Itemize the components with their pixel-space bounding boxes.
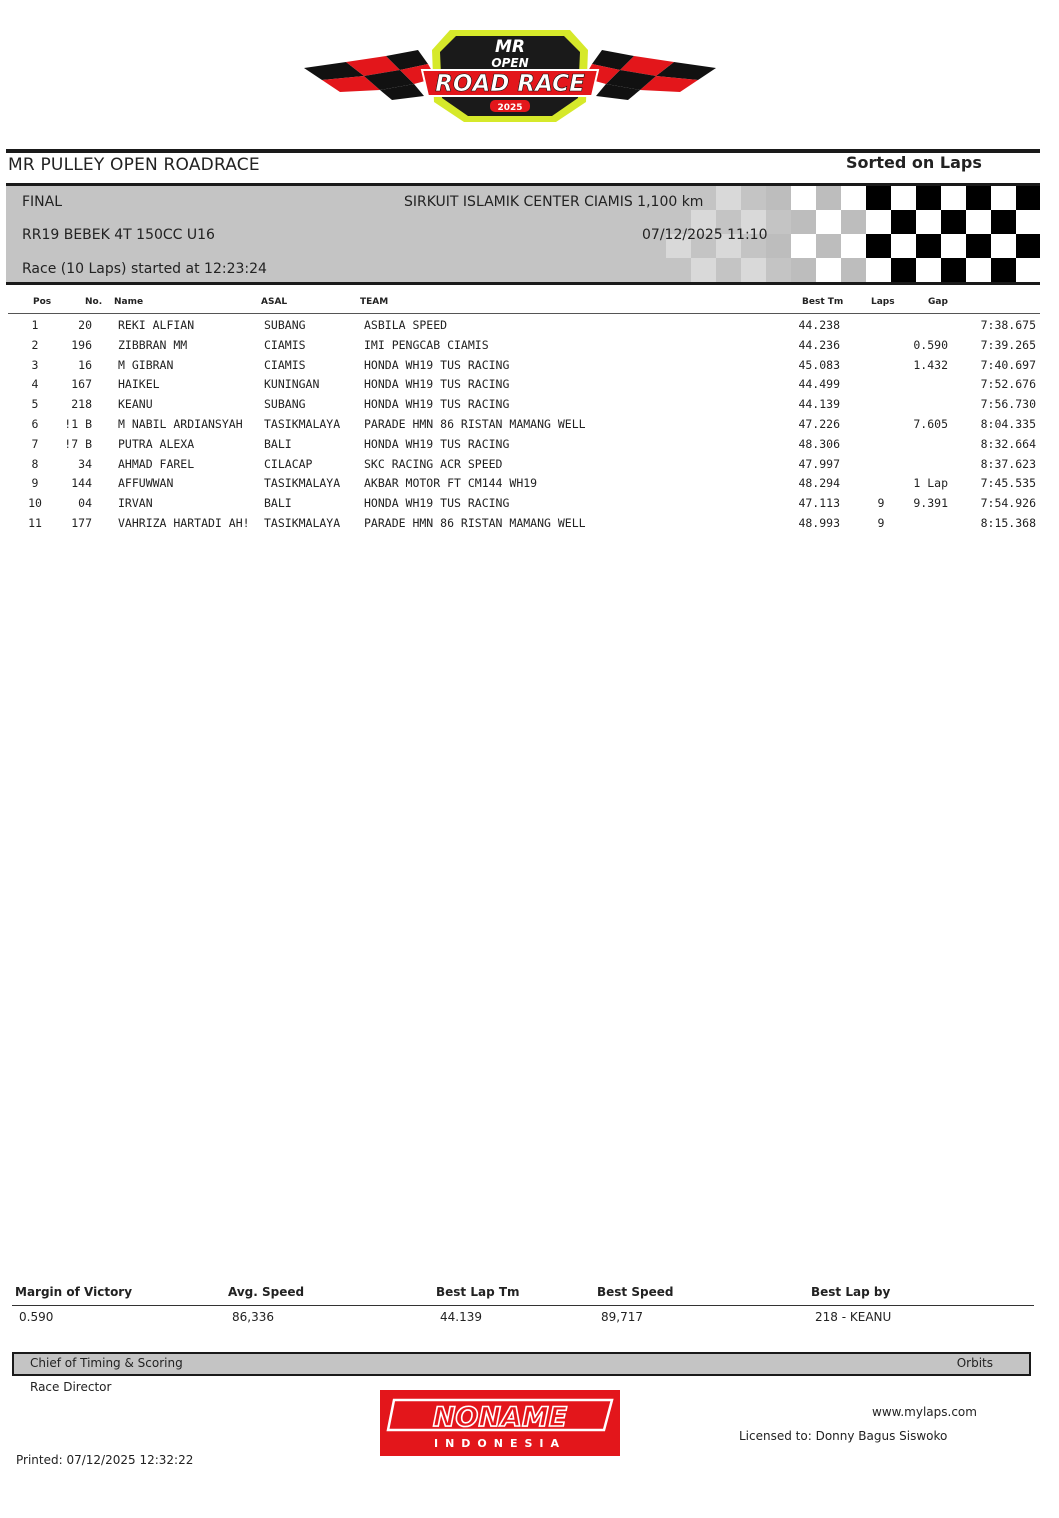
- race-director-label: Race Director: [30, 1380, 112, 1394]
- flag-square: [766, 186, 791, 210]
- flag-square: [866, 258, 891, 282]
- flag-square: [991, 186, 1016, 210]
- noname-indonesia-logo: [380, 1390, 620, 1456]
- summary-rule: [12, 1305, 1034, 1306]
- cell-number: 144: [71, 476, 92, 491]
- sort-label: Sorted on Laps: [846, 153, 982, 172]
- flag-square: [891, 258, 916, 282]
- cell-team: PARADE HMN 86 RISTAN MAMANG WELL: [364, 515, 586, 530]
- cell-best-time: 48.993: [798, 515, 840, 530]
- best-lap-time-value: 44.139: [440, 1310, 482, 1324]
- cell-total-time: 8:04.335: [980, 416, 1036, 431]
- cell-number: 167: [71, 377, 92, 392]
- flag-square: [716, 186, 741, 210]
- cell-name: AFFUWWAN: [118, 476, 174, 491]
- col-header-gap: Gap: [928, 297, 948, 307]
- race-info-panel: [6, 183, 1040, 285]
- avg-speed-label: Avg. Speed: [228, 1285, 305, 1299]
- left-checkered-wing: [304, 50, 436, 100]
- cell-best-time: 44.499: [798, 377, 840, 392]
- svg-text:INDONESIA: INDONESIA: [433, 1437, 567, 1450]
- flag-square: [941, 186, 966, 210]
- flag-square: [866, 210, 891, 234]
- cell-number: 196: [71, 337, 92, 352]
- flag-square: [691, 258, 716, 282]
- cell-total-time: 7:52.676: [980, 377, 1036, 392]
- flag-square: [741, 186, 766, 210]
- timing-footer-bar: [12, 1352, 1031, 1376]
- document-title: MR PULLEY OPEN ROADRACE: [8, 155, 260, 175]
- printed-timestamp: Printed: 07/12/2025 12:32:22: [16, 1453, 194, 1467]
- flag-square: [816, 186, 841, 210]
- table-row: [0, 375, 1059, 395]
- flag-square: [916, 186, 941, 210]
- cell-origin: SUBANG: [264, 318, 306, 332]
- table-row: [0, 435, 1059, 455]
- orbits-label: Orbits: [956, 1356, 993, 1370]
- flag-square: [1016, 210, 1040, 234]
- cell-pos: 4: [31, 377, 39, 392]
- cell-pos: 7: [31, 436, 39, 451]
- flag-square: [1016, 258, 1040, 282]
- logo-badge: [422, 30, 598, 122]
- cell-pos: 1: [31, 318, 39, 332]
- cell-name: ZIBBRAN MM: [118, 337, 188, 352]
- cell-name: IRVAN: [118, 496, 153, 511]
- flag-square: [1016, 234, 1040, 258]
- flag-square: [991, 234, 1016, 258]
- flag-square: [841, 186, 866, 210]
- cell-pos: 5: [31, 397, 39, 412]
- cell-team: AKBAR MOTOR FT CM144 WH19: [364, 476, 538, 491]
- cell-laps: 9: [877, 496, 885, 511]
- cell-pos: 3: [31, 357, 39, 372]
- table-row: [0, 415, 1059, 435]
- flag-square: [891, 186, 916, 210]
- flag-square: [791, 258, 816, 282]
- cell-team: HONDA WH19 TUS RACING: [364, 496, 510, 511]
- cell-team: HONDA WH19 TUS RACING: [364, 436, 510, 451]
- flag-square: [841, 210, 866, 234]
- cell-pos: 9: [31, 476, 39, 491]
- col-header-no: No.: [85, 297, 103, 307]
- cell-origin: CIAMIS: [264, 337, 306, 352]
- flag-square: [891, 234, 916, 258]
- avg-speed-value: 86,336: [232, 1310, 274, 1324]
- col-header-asal: ASAL: [261, 297, 288, 307]
- cell-number: !1 B: [64, 416, 92, 431]
- cell-origin: KUNINGAN: [264, 377, 320, 392]
- cell-number: 218: [71, 397, 92, 412]
- cell-name: REKI ALFIAN: [118, 318, 195, 332]
- flag-square: [841, 258, 866, 282]
- flag-square: [866, 234, 891, 258]
- cell-gap: 0.590: [913, 337, 948, 352]
- cell-gap: 7.605: [913, 416, 948, 431]
- svg-text:OPEN: OPEN: [491, 56, 529, 70]
- cell-origin: BALI: [264, 496, 292, 511]
- cell-number: !7 B: [64, 436, 92, 451]
- cell-pos: 6: [31, 416, 39, 431]
- table-row: [0, 494, 1059, 514]
- flag-square: [666, 258, 691, 282]
- table-row: [0, 474, 1059, 494]
- flag-square: [816, 210, 841, 234]
- cell-team: HONDA WH19 TUS RACING: [364, 357, 510, 372]
- cell-origin: TASIKMALAYA: [264, 416, 341, 431]
- cell-total-time: 8:37.623: [980, 456, 1036, 471]
- cell-number: 177: [71, 515, 92, 530]
- cell-best-time: 47.226: [798, 416, 840, 431]
- flag-square: [891, 210, 916, 234]
- flag-square: [816, 234, 841, 258]
- cell-name: HAIKEL: [118, 377, 160, 392]
- flag-square: [766, 258, 791, 282]
- cell-gap: 1 Lap: [913, 476, 948, 491]
- cell-total-time: 7:56.730: [980, 397, 1036, 412]
- cell-best-time: 48.306: [798, 436, 840, 451]
- svg-text:NONAME: NONAME: [432, 1402, 568, 1433]
- cell-name: AHMAD FAREL: [118, 456, 195, 471]
- best-lap-time-label: Best Lap Tm: [436, 1285, 520, 1299]
- cell-origin: SUBANG: [264, 397, 306, 412]
- col-header-pos: Pos: [33, 297, 52, 307]
- margin-of-victory-value: 0.590: [19, 1310, 54, 1324]
- cell-total-time: 7:38.675: [980, 318, 1036, 332]
- flag-square: [916, 234, 941, 258]
- cell-total-time: 8:15.368: [980, 515, 1036, 530]
- cell-name: KEANU: [118, 397, 153, 412]
- flag-square: [766, 210, 791, 234]
- best-lap-by-label: Best Lap by: [811, 1285, 891, 1299]
- cell-team: IMI PENGCAB CIAMIS: [364, 337, 489, 352]
- cell-pos: 8: [31, 456, 39, 471]
- race-class: RR19 BEBEK 4T 150CC U16: [22, 227, 215, 243]
- cell-pos: 2: [31, 337, 39, 352]
- col-header-team: TEAM: [360, 297, 389, 307]
- cell-best-time: 47.113: [798, 496, 840, 511]
- cell-total-time: 7:39.265: [980, 337, 1036, 352]
- cell-number: 20: [78, 318, 92, 332]
- cell-number: 34: [78, 456, 92, 471]
- flag-square: [991, 258, 1016, 282]
- flag-square: [966, 258, 991, 282]
- cell-number: 16: [78, 357, 92, 372]
- flag-square: [841, 234, 866, 258]
- cell-origin: TASIKMALAYA: [264, 515, 341, 530]
- best-speed-label: Best Speed: [597, 1285, 674, 1299]
- cell-gap: 9.391: [913, 496, 948, 511]
- cell-total-time: 7:45.535: [980, 476, 1036, 491]
- svg-text:MR: MR: [494, 37, 526, 57]
- results-table-header: [0, 297, 1059, 311]
- track-name: SIRKUIT ISLAMIK CENTER CIAMIS 1,100 km: [404, 194, 704, 210]
- best-speed-value: 89,717: [601, 1310, 643, 1324]
- table-row: [0, 395, 1059, 415]
- table-row: [0, 455, 1059, 475]
- race-start-info: Race (10 Laps) started at 12:23:24: [22, 261, 267, 277]
- cell-origin: TASIKMALAYA: [264, 476, 341, 491]
- cell-best-time: 45.083: [798, 357, 840, 372]
- results-table-body: [0, 316, 1059, 534]
- license-info: Licensed to: Donny Bagus Siswoko: [739, 1429, 948, 1443]
- flag-square: [766, 234, 791, 258]
- table-row: [0, 316, 1059, 336]
- cell-team: PARADE HMN 86 RISTAN MAMANG WELL: [364, 416, 586, 431]
- cell-pos: 10: [28, 496, 42, 511]
- cell-name: VAHRIZA HARTADI AH!: [118, 515, 250, 530]
- cell-team: HONDA WH19 TUS RACING: [364, 377, 510, 392]
- cell-best-time: 44.238: [798, 318, 840, 332]
- cell-team: HONDA WH19 TUS RACING: [364, 397, 510, 412]
- col-header-best-time: Best Tm: [802, 297, 844, 307]
- col-header-name: Name: [114, 297, 144, 307]
- cell-best-time: 44.236: [798, 337, 840, 352]
- table-row: [0, 336, 1059, 356]
- cell-origin: CIAMIS: [264, 357, 306, 372]
- svg-text:2025: 2025: [497, 103, 523, 113]
- road-race-logo: [300, 22, 720, 130]
- flag-square: [916, 258, 941, 282]
- cell-total-time: 8:32.664: [980, 436, 1036, 451]
- best-lap-by-value: 218 - KEANU: [815, 1310, 892, 1324]
- cell-number: 04: [78, 496, 92, 511]
- cell-name: PUTRA ALEXA: [118, 436, 195, 451]
- flag-square: [791, 234, 816, 258]
- margin-of-victory-label: Margin of Victory: [15, 1285, 133, 1299]
- flag-square: [791, 210, 816, 234]
- flag-square: [941, 210, 966, 234]
- race-datetime: 07/12/2025 11:10: [642, 227, 768, 243]
- right-checkered-wing: [584, 50, 716, 100]
- session-name: FINAL: [22, 194, 63, 210]
- cell-best-time: 48.294: [798, 476, 840, 491]
- table-row: [0, 356, 1059, 376]
- col-header-laps: Laps: [871, 297, 895, 307]
- cell-pos: 11: [28, 515, 42, 530]
- table-row: [0, 514, 1059, 534]
- cell-gap: 1.432: [913, 357, 948, 372]
- website-link[interactable]: www.mylaps.com: [872, 1405, 977, 1419]
- cell-team: SKC RACING ACR SPEED: [364, 456, 503, 471]
- cell-laps: 9: [877, 515, 885, 530]
- flag-square: [791, 186, 816, 210]
- flag-square: [866, 186, 891, 210]
- flag-square: [991, 210, 1016, 234]
- flag-square: [966, 186, 991, 210]
- cell-name: M NABIL ARDIANSYAH: [118, 416, 243, 431]
- flag-square: [966, 210, 991, 234]
- flag-square: [816, 258, 841, 282]
- chief-of-timing-label: Chief of Timing & Scoring: [30, 1356, 183, 1370]
- table-header-rule: [8, 313, 1040, 314]
- cell-total-time: 7:54.926: [980, 496, 1036, 511]
- cell-total-time: 7:40.697: [980, 357, 1036, 372]
- flag-square: [741, 258, 766, 282]
- flag-square: [716, 258, 741, 282]
- cell-team: ASBILA SPEED: [364, 318, 448, 332]
- flag-square: [916, 210, 941, 234]
- cell-best-time: 44.139: [798, 397, 840, 412]
- flag-square: [966, 234, 991, 258]
- flag-square: [1016, 186, 1040, 210]
- cell-name: M GIBRAN: [118, 357, 174, 372]
- flag-square: [941, 258, 966, 282]
- cell-origin: CILACAP: [264, 456, 313, 471]
- cell-origin: BALI: [264, 436, 292, 451]
- svg-text:ROAD RACE: ROAD RACE: [435, 71, 585, 97]
- cell-best-time: 47.997: [798, 456, 840, 471]
- flag-square: [941, 234, 966, 258]
